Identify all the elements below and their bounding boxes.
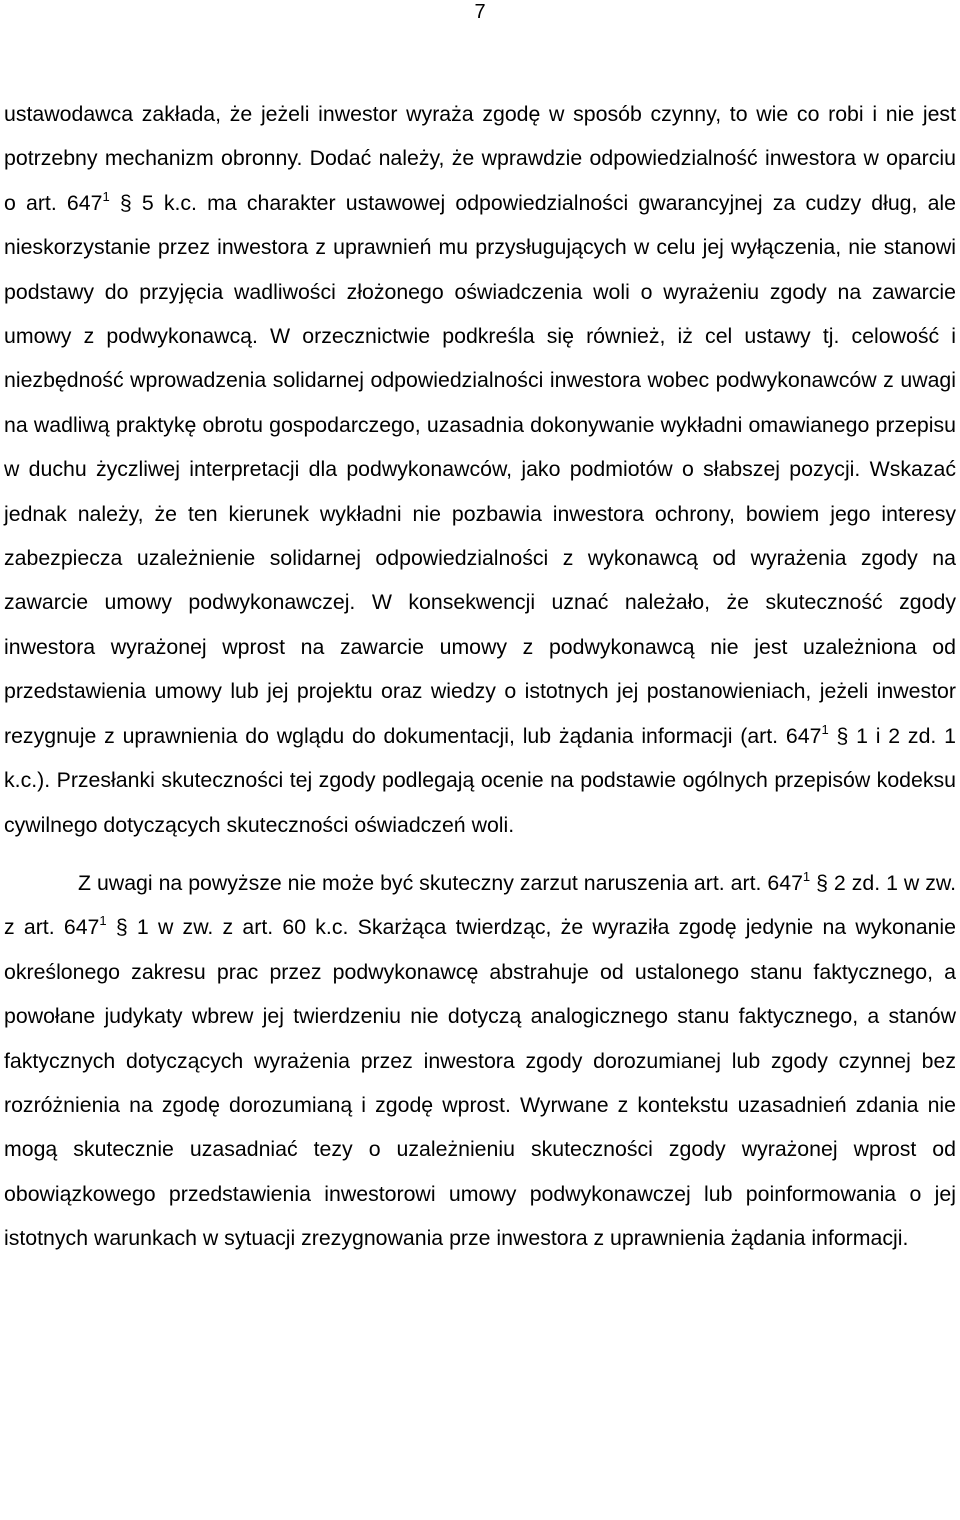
paragraph-1-text-c: § 1 i 2 zd. 1 k.c.). Przesłanki skuteczności tej zgody podlegają ocenie na podstawie ogólnych przepisów kodeksu cywilnego dotyczących skuteczności oświadczeń woli. xyxy=(4,723,956,837)
paragraph-2-text-c: § 1 w zw. z art. 60 k.c. Skarżąca twierdząc, że wyraziła zgodę jedynie na wykonanie określonego zakresu prac przez podwykonawcę abstrahuje od ustalonego stanu faktycznego, a powołane judykaty wbrew jej twierdzeniu nie dotyczą analogicznego stanu faktycznego, a stanów faktycznych dotyczących wyrażenia przez inwestora zgody dorozumianej lub zgody czynnej bez rozróżnienia na zgodę dorozumianą i zgodę wprost. Wyrwane z kontekstu uzasadnień zdania nie mogą skutecznie uzasadniać tezy o uzależnieniu skuteczności zgody wyrażonej wprost od obowiązkowego przedstawienia inwestorowi umowy podwykonawczej lub poinformowania o jej istotnych warunkach w sytuacji zrezygnowania prze inwestora z uprawnienia żądania informacji. xyxy=(4,915,956,1251)
paragraph-1-text-a: ustawodawca zakłada, że jeżeli inwestor wyraża zgodę w sposób czynny, to wie co robi i nie jest potrzebny mechanizm obronny. Dodać należy, że wprawdzie odpowiedzialność inwestora w oparciu o art. 647 xyxy=(4,102,956,215)
paragraph-1 xyxy=(4,92,956,847)
superscript: 1 xyxy=(102,188,110,204)
paragraph-2-text-b: § 2 zd. 1 w zw. z art. 647 xyxy=(4,870,956,940)
paragraph-2 xyxy=(4,861,956,1261)
superscript: 1 xyxy=(821,721,829,737)
superscript: 1 xyxy=(99,913,107,929)
paragraph-1-text-b: § 5 k.c. ma charakter ustawowej odpowiedzialności gwarancyjnej za cudzy dług, ale nieskorzystanie przez inwestora z uprawnień mu przysługujących w celu jej wyłączenia, nie stanowi podstawy do przyjęcia wadliwości złożonego oświadczenia woli o wyrażeniu zgody na zawarcie umowy z podwykonawcą. W orzecznictwie podkreśla się również, iż cel ustawy tj. celowość i niezbędność wprowadzenia solidarnej odpowiedzialności inwestora wobec podwykonawców z uwagi na wadliwą praktykę obrotu gospodarczego, uzasadnia dokonywanie wykładni omawianego przepisu w duchu życzliwej interpretacji dla podwykonawców, jako podmiotów o słabszej pozycji. Wskazać jednak należy, że ten kierunek wykładni nie pozbawia inwestora ochrony, bowiem jego interesy zabezpiecza uzależnienie solidarnej odpowiedzialności z wykonawcą od wyrażenia zgody na zawarcie umowy podwykonawczej. W konsekwencji uznać należało, że skuteczność zgody inwestora wyrażonej wprost na zawarcie umowy z podwykonawcą nie jest uzależniona od przedstawienia umowy lub jej projektu oraz wiedzy o istotnych jej postanowieniach, jeżeli inwestor rezygnuje z uprawnienia do wglądu do dokumentacji, lub żądania informacji (art. 647 xyxy=(4,190,956,748)
paragraph-2-text-a: Z uwagi na powyższe nie może być skuteczny zarzut naruszenia art. art. 647 xyxy=(78,870,803,895)
superscript: 1 xyxy=(802,868,811,884)
page-number: 7 xyxy=(474,1,486,23)
document-body xyxy=(4,92,956,1261)
